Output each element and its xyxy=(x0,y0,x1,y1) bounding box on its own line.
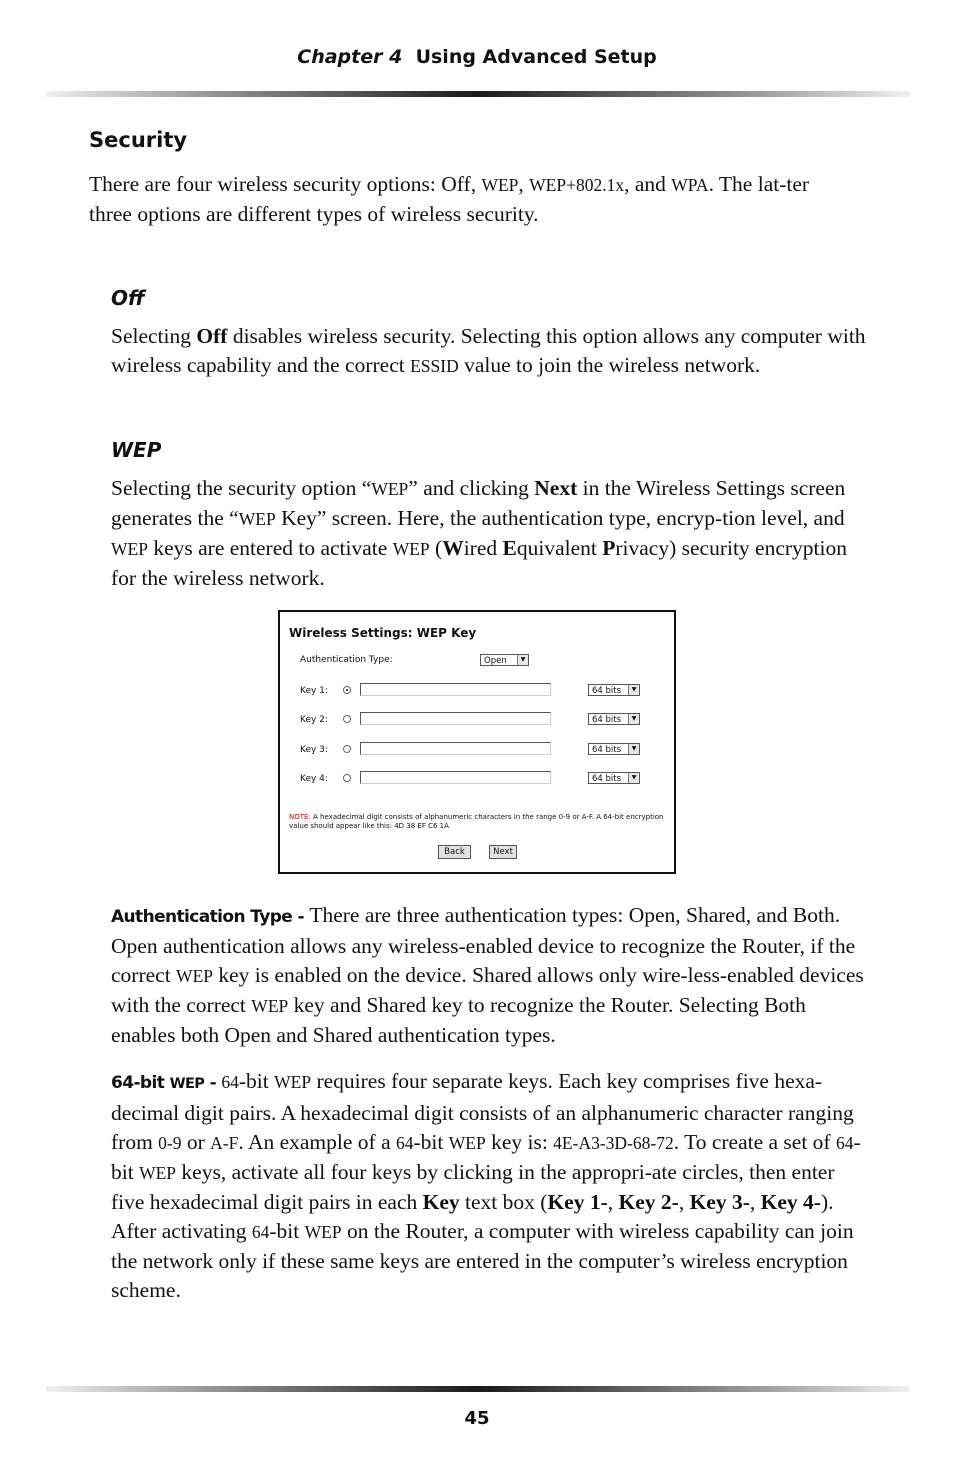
figure-title: Wireless Settings: WEP Key xyxy=(289,626,477,640)
next-button[interactable]: Next xyxy=(489,845,517,859)
auth-type-label: Authentication Type: xyxy=(300,655,393,665)
key1-radio[interactable] xyxy=(343,686,351,694)
figure-note: NOTE: A hexadecimal digit consists of alphanumeric characters in the range 0-9 or A-F. A 64-bit encryption value should appear like this: 4D 38 EF C6 1A xyxy=(289,813,664,830)
section-heading-security: Security xyxy=(89,128,188,152)
key2-bits-select[interactable]: 64 bits ▼ xyxy=(588,713,640,725)
wep-paragraph: Selecting the security option “WEP” and clicking Next in the Wireless Settings screen generates the “WEP Key” screen. Here, the authentication type, encryp-tion level, and WEP keys are entered to activate WEP (Wired Equivalent Privacy) security encryption for the wireless network. xyxy=(111,476,848,590)
auth-type-paragraph: Authentication Type - There are three authentication types: Open, Shared, and Both. Open authentication allows any wireless-enabled device to recognize the Router, if the correct WEP key is enabled on the device. Shared allows only wire-less-enabled devices with the correct WEP key and Shared key to recognize the Router. Selecting Both enables both Open and Shared authentication types. xyxy=(111,903,864,1047)
key1-label: Key 1: xyxy=(300,686,328,696)
header-rule xyxy=(46,91,910,97)
key3-label: Key 3: xyxy=(300,745,328,755)
running-header xyxy=(0,46,954,68)
key4-label: Key 4: xyxy=(300,774,328,784)
chevron-down-icon: ▼ xyxy=(628,773,639,783)
key4-bits-select[interactable]: 64 bits ▼ xyxy=(588,772,640,784)
page-number: 45 xyxy=(464,1408,490,1429)
key2-input[interactable] xyxy=(360,712,551,725)
wep-key-screenshot xyxy=(278,610,676,874)
subheading-wep: WEP xyxy=(111,438,162,462)
key2-radio[interactable] xyxy=(343,715,351,723)
chapter-title: Using Advanced Setup xyxy=(415,46,657,68)
key3-bits-select[interactable]: 64 bits ▼ xyxy=(588,743,640,755)
key4-input[interactable] xyxy=(360,771,551,784)
auth-type-select[interactable]: Open ▼ xyxy=(480,654,529,666)
back-button[interactable]: Back xyxy=(438,845,471,859)
chevron-down-icon: ▼ xyxy=(628,714,639,724)
key3-input[interactable] xyxy=(360,742,551,755)
chevron-down-icon: ▼ xyxy=(517,655,528,665)
chevron-down-icon: ▼ xyxy=(628,685,639,695)
subheading-off: Off xyxy=(111,286,145,310)
key1-input[interactable] xyxy=(360,683,551,696)
off-paragraph: Selecting Off disables wireless security. Selecting this option allows any computer with wireless capability and the correct ESSID value to join the wireless network. xyxy=(111,324,866,377)
key4-radio[interactable] xyxy=(343,774,351,782)
key2-label: Key 2: xyxy=(300,715,328,725)
key1-bits-select[interactable]: 64 bits ▼ xyxy=(588,684,640,696)
security-intro-paragraph: There are four wireless security options: Off, WEP, WEP+802.1x, and WPA. The lat-ter three options are different types of wireless security. xyxy=(89,172,810,226)
key3-radio[interactable] xyxy=(343,745,351,753)
64bit-wep-paragraph: 64-bit WEP - 64-bit WEP requires four separate keys. Each key comprises five hexa-decimal digit pairs. A hexadecimal digit consists of an alphanumeric character ranging from 0-9 or A-F. An example of a 64-bit WEP key is: 4E-A3-3D-68-72. To create a set of 64-bit WEP keys, activate all four keys by clicking in the appropri-ate circles, then enter five hexadecimal digit pairs in each Key text box (Key 1-, Key 2-, Key 3-, Key 4-). After activating 64-bit WEP on the Router, a computer with wireless capability can join the network only if these same keys are entered in the computer’s wireless encryption scheme. xyxy=(111,1069,861,1302)
chapter-label: Chapter 4 xyxy=(297,46,403,68)
chevron-down-icon: ▼ xyxy=(628,744,639,754)
footer-rule xyxy=(46,1386,910,1392)
